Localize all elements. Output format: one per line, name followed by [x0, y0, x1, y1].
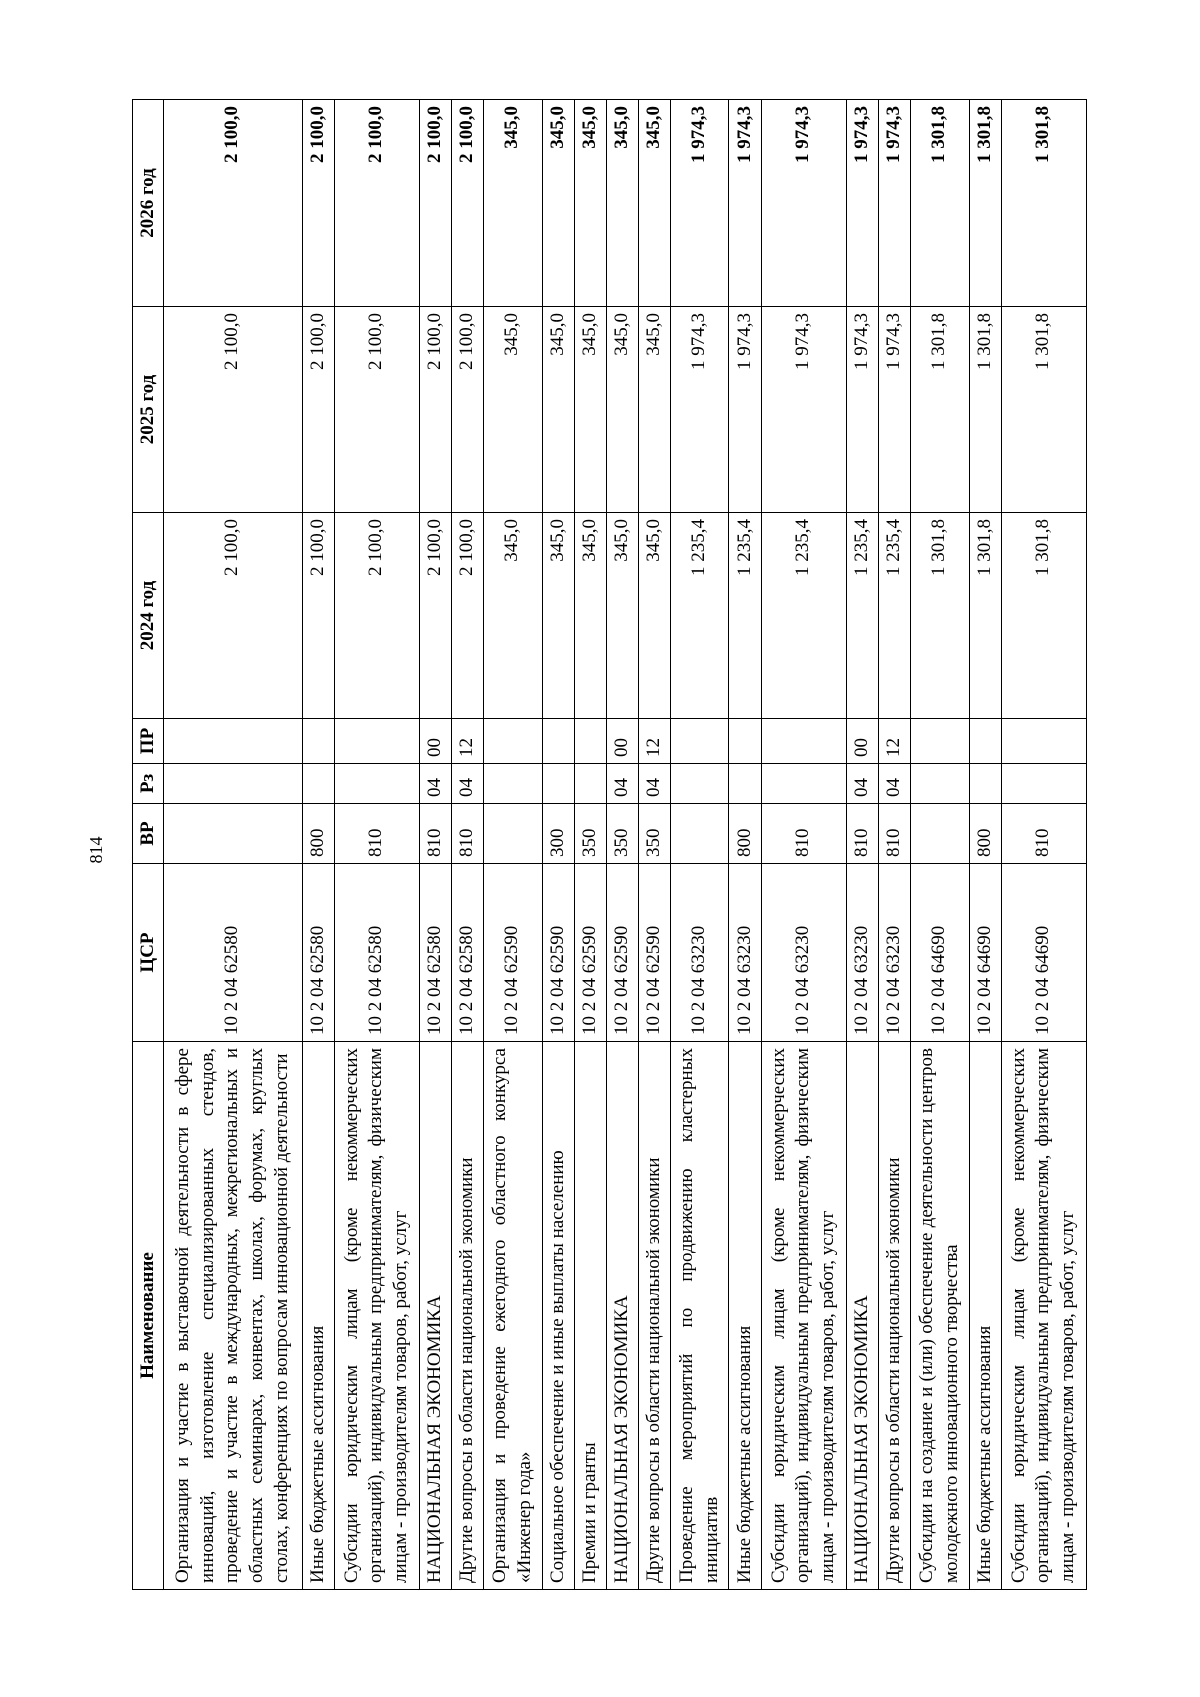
cell-rz: [542, 764, 574, 804]
header-2025: 2025 год: [133, 307, 164, 513]
cell-csr: 10 2 04 64690: [1001, 864, 1086, 1042]
cell-2026: 1 974,3: [761, 100, 846, 307]
cell-pr: 00: [606, 719, 638, 764]
cell-rz: [670, 764, 729, 804]
cell-pr: [302, 719, 334, 764]
cell-2026: 1 301,8: [910, 100, 969, 307]
cell-vr: 810: [334, 804, 419, 864]
cell-name: Субсидии юридическим лицам (кроме некоммерческих организаций), индивидуальным предпринимателям, физическим лицам - производителям товаров, работ, услуг: [1001, 1042, 1086, 1590]
cell-2026: 1 301,8: [969, 100, 1001, 307]
cell-pr: [910, 719, 969, 764]
cell-2024: 1 235,4: [846, 513, 878, 719]
cell-csr: 10 2 04 62580: [302, 864, 334, 1042]
cell-2025: 345,0: [574, 307, 606, 513]
cell-rz: [574, 764, 606, 804]
cell-2025: 345,0: [606, 307, 638, 513]
cell-pr: [670, 719, 729, 764]
table-row: [910, 100, 969, 1590]
cell-2024: 345,0: [574, 513, 606, 719]
header-2024: 2024 год: [133, 513, 164, 719]
cell-pr: 00: [419, 719, 451, 764]
table-row: [969, 100, 1001, 1590]
table-row: [670, 100, 729, 1590]
cell-vr: [910, 804, 969, 864]
header-vr: ВР: [133, 804, 164, 864]
cell-2025: 2 100,0: [164, 307, 303, 513]
cell-rz: 04: [878, 764, 910, 804]
cell-vr: 810: [878, 804, 910, 864]
cell-2026: 345,0: [606, 100, 638, 307]
table-row: [334, 100, 419, 1590]
cell-2026: 2 100,0: [334, 100, 419, 307]
cell-vr: 810: [451, 804, 483, 864]
cell-name: Другие вопросы в области национальной экономики: [638, 1042, 670, 1590]
cell-pr: [164, 719, 303, 764]
cell-rz: 04: [419, 764, 451, 804]
cell-2025: 1 974,3: [846, 307, 878, 513]
cell-2025: 345,0: [484, 307, 543, 513]
cell-2025: 2 100,0: [334, 307, 419, 513]
cell-vr: 350: [574, 804, 606, 864]
cell-csr: 10 2 04 62590: [606, 864, 638, 1042]
cell-vr: 810: [419, 804, 451, 864]
cell-2025: 345,0: [638, 307, 670, 513]
cell-2026: 2 100,0: [419, 100, 451, 307]
cell-pr: [334, 719, 419, 764]
cell-name: НАЦИОНАЛЬНАЯ ЭКОНОМИКА: [606, 1042, 638, 1590]
cell-vr: [670, 804, 729, 864]
cell-rz: [910, 764, 969, 804]
cell-rz: [484, 764, 543, 804]
cell-pr: [574, 719, 606, 764]
cell-name: Проведение мероприятий по продвижению кластерных инициатив: [670, 1042, 729, 1590]
cell-2024: 345,0: [606, 513, 638, 719]
cell-2026: 345,0: [638, 100, 670, 307]
cell-2026: 1 974,3: [729, 100, 761, 307]
cell-2024: 345,0: [542, 513, 574, 719]
cell-vr: 350: [606, 804, 638, 864]
cell-vr: 810: [1001, 804, 1086, 864]
cell-2024: 2 100,0: [419, 513, 451, 719]
table-row: [878, 100, 910, 1590]
cell-pr: [969, 719, 1001, 764]
cell-name: Субсидии на создание и (или) обеспечение деятельности центров молодежного инновационного творчества: [910, 1042, 969, 1590]
cell-2024: 1 235,4: [878, 513, 910, 719]
cell-name: Субсидии юридическим лицам (кроме некоммерческих организаций), индивидуальным предпринимателям, физическим лицам - производителям товаров, работ, услуг: [334, 1042, 419, 1590]
cell-2024: 1 301,8: [1001, 513, 1086, 719]
table-row: [846, 100, 878, 1590]
cell-name: Другие вопросы в области национальной экономики: [878, 1042, 910, 1590]
table-row: [1001, 100, 1086, 1590]
cell-csr: 10 2 04 62590: [484, 864, 543, 1042]
cell-2025: 1 974,3: [761, 307, 846, 513]
table-row: [638, 100, 670, 1590]
header-csr: ЦСР: [133, 864, 164, 1042]
cell-rz: [1001, 764, 1086, 804]
budget-table: [132, 99, 1087, 1590]
table-row: [419, 100, 451, 1590]
header-pr: ПР: [133, 719, 164, 764]
cell-pr: 00: [846, 719, 878, 764]
cell-2024: 1 235,4: [761, 513, 846, 719]
cell-name: Организация и участие в выставочной деятельности в сфере инноваций, изготовление специализированных стендов, проведение и участие в международных, межрегиональных и областных семинарах, конвентах, школах, форумах, круглых столах, конференциях по вопросам инновационной деятельности: [164, 1042, 303, 1590]
cell-vr: 300: [542, 804, 574, 864]
cell-2026: 345,0: [484, 100, 543, 307]
cell-2025: 345,0: [542, 307, 574, 513]
cell-vr: 800: [969, 804, 1001, 864]
cell-vr: [484, 804, 543, 864]
cell-pr: [761, 719, 846, 764]
cell-pr: 12: [638, 719, 670, 764]
cell-csr: 10 2 04 64690: [969, 864, 1001, 1042]
table-row: [574, 100, 606, 1590]
cell-2026: 2 100,0: [164, 100, 303, 307]
cell-2025: 2 100,0: [302, 307, 334, 513]
table-row: [302, 100, 334, 1590]
cell-2025: 1 301,8: [1001, 307, 1086, 513]
cell-csr: 10 2 04 63230: [670, 864, 729, 1042]
cell-vr: 800: [302, 804, 334, 864]
cell-2024: 345,0: [484, 513, 543, 719]
table-header-row: [133, 100, 164, 1590]
cell-2026: 2 100,0: [451, 100, 483, 307]
table-body: [164, 100, 1087, 1590]
cell-2026: 1 301,8: [1001, 100, 1086, 307]
cell-name: Иные бюджетные ассигнования: [729, 1042, 761, 1590]
cell-2024: 1 301,8: [969, 513, 1001, 719]
cell-rz: [334, 764, 419, 804]
cell-vr: 350: [638, 804, 670, 864]
cell-csr: 10 2 04 62580: [164, 864, 303, 1042]
cell-rz: [729, 764, 761, 804]
cell-csr: 10 2 04 63230: [729, 864, 761, 1042]
cell-name: НАЦИОНАЛЬНАЯ ЭКОНОМИКА: [846, 1042, 878, 1590]
table-row: [451, 100, 483, 1590]
cell-name: Другие вопросы в области национальной экономики: [451, 1042, 483, 1590]
cell-csr: 10 2 04 62590: [638, 864, 670, 1042]
cell-name: Социальное обеспечение и иные выплаты населению: [542, 1042, 574, 1590]
cell-2025: 1 301,8: [969, 307, 1001, 513]
cell-2026: 2 100,0: [302, 100, 334, 307]
cell-name: Иные бюджетные ассигнования: [969, 1042, 1001, 1590]
cell-rz: [969, 764, 1001, 804]
cell-2025: 1 974,3: [670, 307, 729, 513]
cell-2024: 1 301,8: [910, 513, 969, 719]
cell-vr: [164, 804, 303, 864]
cell-2026: 1 974,3: [670, 100, 729, 307]
cell-csr: 10 2 04 63230: [846, 864, 878, 1042]
cell-2026: 1 974,3: [846, 100, 878, 307]
cell-pr: [484, 719, 543, 764]
cell-name: Субсидии юридическим лицам (кроме некоммерческих организаций), индивидуальным предпринимателям, физическим лицам - производителям товаров, работ, услуг: [761, 1042, 846, 1590]
cell-csr: 10 2 04 62590: [574, 864, 606, 1042]
table-row: [606, 100, 638, 1590]
cell-csr: 10 2 04 63230: [878, 864, 910, 1042]
cell-2026: 1 974,3: [878, 100, 910, 307]
table-row: [729, 100, 761, 1590]
cell-2025: 2 100,0: [451, 307, 483, 513]
cell-vr: 800: [729, 804, 761, 864]
cell-rz: 04: [451, 764, 483, 804]
cell-pr: [1001, 719, 1086, 764]
cell-2024: 2 100,0: [302, 513, 334, 719]
cell-rz: 04: [846, 764, 878, 804]
cell-rz: 04: [638, 764, 670, 804]
cell-csr: 10 2 04 64690: [910, 864, 969, 1042]
cell-2024: 2 100,0: [334, 513, 419, 719]
cell-2024: 1 235,4: [729, 513, 761, 719]
cell-csr: 10 2 04 62580: [419, 864, 451, 1042]
cell-2024: 1 235,4: [670, 513, 729, 719]
header-name: Наименование: [133, 1042, 164, 1590]
cell-vr: 810: [761, 804, 846, 864]
cell-name: Организация и проведение ежегодного областного конкурса «Инженер года»: [484, 1042, 543, 1590]
cell-2024: 2 100,0: [164, 513, 303, 719]
table-row: [484, 100, 543, 1590]
cell-name: Премии и гранты: [574, 1042, 606, 1590]
cell-rz: 04: [606, 764, 638, 804]
cell-2024: 345,0: [638, 513, 670, 719]
table-row: [542, 100, 574, 1590]
cell-pr: [542, 719, 574, 764]
cell-2025: 1 974,3: [729, 307, 761, 513]
cell-csr: 10 2 04 62580: [451, 864, 483, 1042]
cell-2025: 1 301,8: [910, 307, 969, 513]
cell-2026: 345,0: [574, 100, 606, 307]
cell-2024: 2 100,0: [451, 513, 483, 719]
cell-vr: 810: [846, 804, 878, 864]
cell-csr: 10 2 04 63230: [761, 864, 846, 1042]
cell-2025: 2 100,0: [419, 307, 451, 513]
budget-table-rotated: [132, 100, 1087, 1590]
cell-csr: 10 2 04 62590: [542, 864, 574, 1042]
cell-pr: [729, 719, 761, 764]
cell-2025: 1 974,3: [878, 307, 910, 513]
cell-rz: [164, 764, 303, 804]
cell-csr: 10 2 04 62580: [334, 864, 419, 1042]
cell-2026: 345,0: [542, 100, 574, 307]
cell-pr: 12: [878, 719, 910, 764]
table-row: [164, 100, 303, 1590]
header-rz: Рз: [133, 764, 164, 804]
page-number: 814: [86, 836, 106, 864]
table-row: [761, 100, 846, 1590]
cell-rz: [761, 764, 846, 804]
cell-rz: [302, 764, 334, 804]
cell-name: НАЦИОНАЛЬНАЯ ЭКОНОМИКА: [419, 1042, 451, 1590]
header-2026: 2026 год: [133, 100, 164, 307]
cell-name: Иные бюджетные ассигнования: [302, 1042, 334, 1590]
cell-pr: 12: [451, 719, 483, 764]
